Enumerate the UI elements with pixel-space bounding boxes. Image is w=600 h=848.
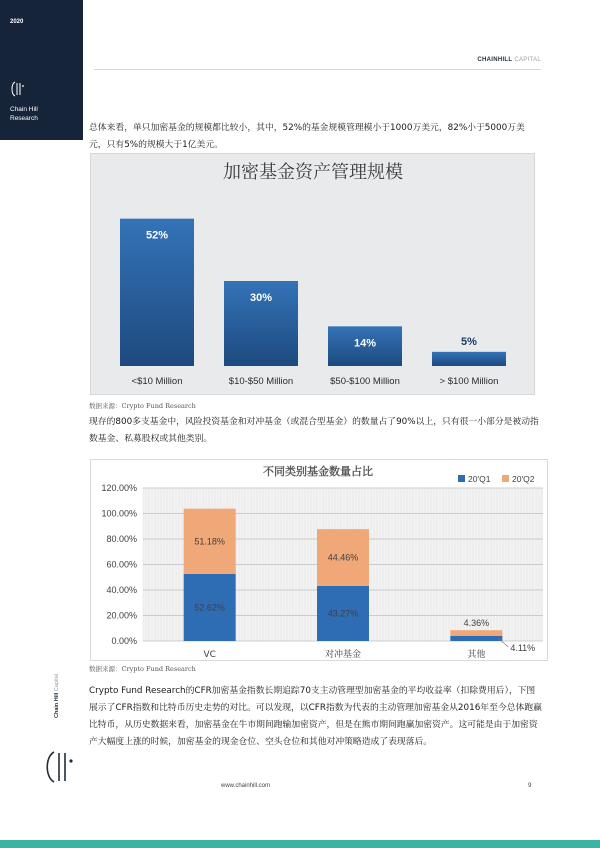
chart2-bar-segment [450,636,502,641]
fund-type-chart-svg [91,460,549,662]
chart2-ytick-label: 0.00% [111,636,137,646]
chainhill-bottom-logo-icon [42,749,76,785]
chart2-category-label: VC [203,650,216,660]
paragraph-cfr-index: Crypto Fund Research的CFR加密基金指数长期追踪70支主动管理型加密基金的平均收益率（扣除费用后），下图展示了CFR指数和比特币历史走势的对比。可以发现，以CFR指数为代表的主动管理加密基金从2016年至今总体跑赢比特币，从历史数据来看，加密基金在牛市期间跑输加密资产，但是在熊市期间跑赢加密资产。这可能是由于加密资产大幅度上涨的时候，加密基金的现金仓位、空头仓位和其他对冲策略造成了表现落后。 [89,686,542,747]
chart1-category-label: $10-$50 Million [228,376,294,387]
page-number: 9 [528,783,532,789]
chart2-ytick-label: 80.00% [106,534,137,544]
chart2-title: 不同类别基金数量占比 [263,465,373,478]
chart2-source: 数据来源：Crypto Fund Research [89,665,196,673]
chart2-legend-label: 20'Q2 [512,474,535,484]
chart2-ytick-label: 60.00% [106,559,137,570]
footer-bar [0,840,600,848]
chart2-data-label: 4.36% [463,618,490,629]
chart2-data-label: 52.62% [194,602,225,613]
chart1-data-label: 52% [145,229,169,242]
chart2-ytick-label: 100.00% [101,508,137,519]
vertical-brand-light: Capital [54,673,60,692]
chart2-category-label: 对冲基金 [324,650,362,660]
header-brand [477,57,541,63]
chart2-bar-segment [450,630,502,636]
chart1-data-label: 5% [461,335,477,348]
header-divider [94,69,541,70]
chainhill-logo-icon [8,80,26,98]
sidebar-brand-line-2: Research [10,115,38,122]
chart2-legend-swatch [502,475,509,482]
chart2-data-label: 4.11% [510,643,536,653]
chart2-category-label: 其他 [467,650,486,660]
brand-bold-text: CHAINHILL [477,57,513,63]
year-label: 2020 [10,19,24,25]
chart1-category-label: $50-$100 Million [330,376,400,387]
chart1-bar [432,352,506,366]
chart2-legend-label: 20'Q1 [468,474,491,484]
vertical-brand [52,662,72,722]
brand-light-text: CAPITAL [514,57,541,63]
chart1-source: 数据来源：Crypto Fund Research [89,402,196,410]
chart1-category-label: <$10 Million [131,376,183,387]
aum-chart [90,153,535,395]
sidebar-brand-line-1: Chain Hill [10,106,38,113]
chart2-legend-swatch [458,475,465,482]
chart2-data-label: 51.18% [194,536,225,547]
chart2-ytick-label: 20.00% [106,610,137,621]
vertical-brand-bold: Chain Hill [54,692,60,718]
fund-type-chart [90,459,548,661]
chart1-category-label: > $100 Million [439,376,499,387]
chart1-data-label: 14% [353,337,377,350]
footer-url: www.chainhill.com [221,783,271,789]
chart2-data-label: 43.27% [327,608,359,619]
chart1-title: 加密基金资产管理规模 [223,162,403,183]
chart2-data-label: 44.46% [327,552,359,563]
aum-chart-svg [91,154,536,396]
paragraph-fund-types: 现存的800多支基金中，风险投资基金和对冲基金（或混合型基金）的数量占了90%以上，只有很一小部分是被动指数基金、私募股权或其他类别。 [89,417,539,444]
sidebar-banner [0,0,83,140]
chart2-ytick-label: 40.00% [106,585,137,595]
sidebar-brand-name [10,105,38,123]
chart2-ytick-label: 120.00% [101,483,137,493]
paragraph-fund-size: 总体来看，单只加密基金的规模都比较小，其中，52%的基金规模管理模小于1000万美元，82%小于5000万美元，只有5%的规模大于1亿美元。 [89,123,525,150]
chart1-data-label: 30% [249,292,273,304]
